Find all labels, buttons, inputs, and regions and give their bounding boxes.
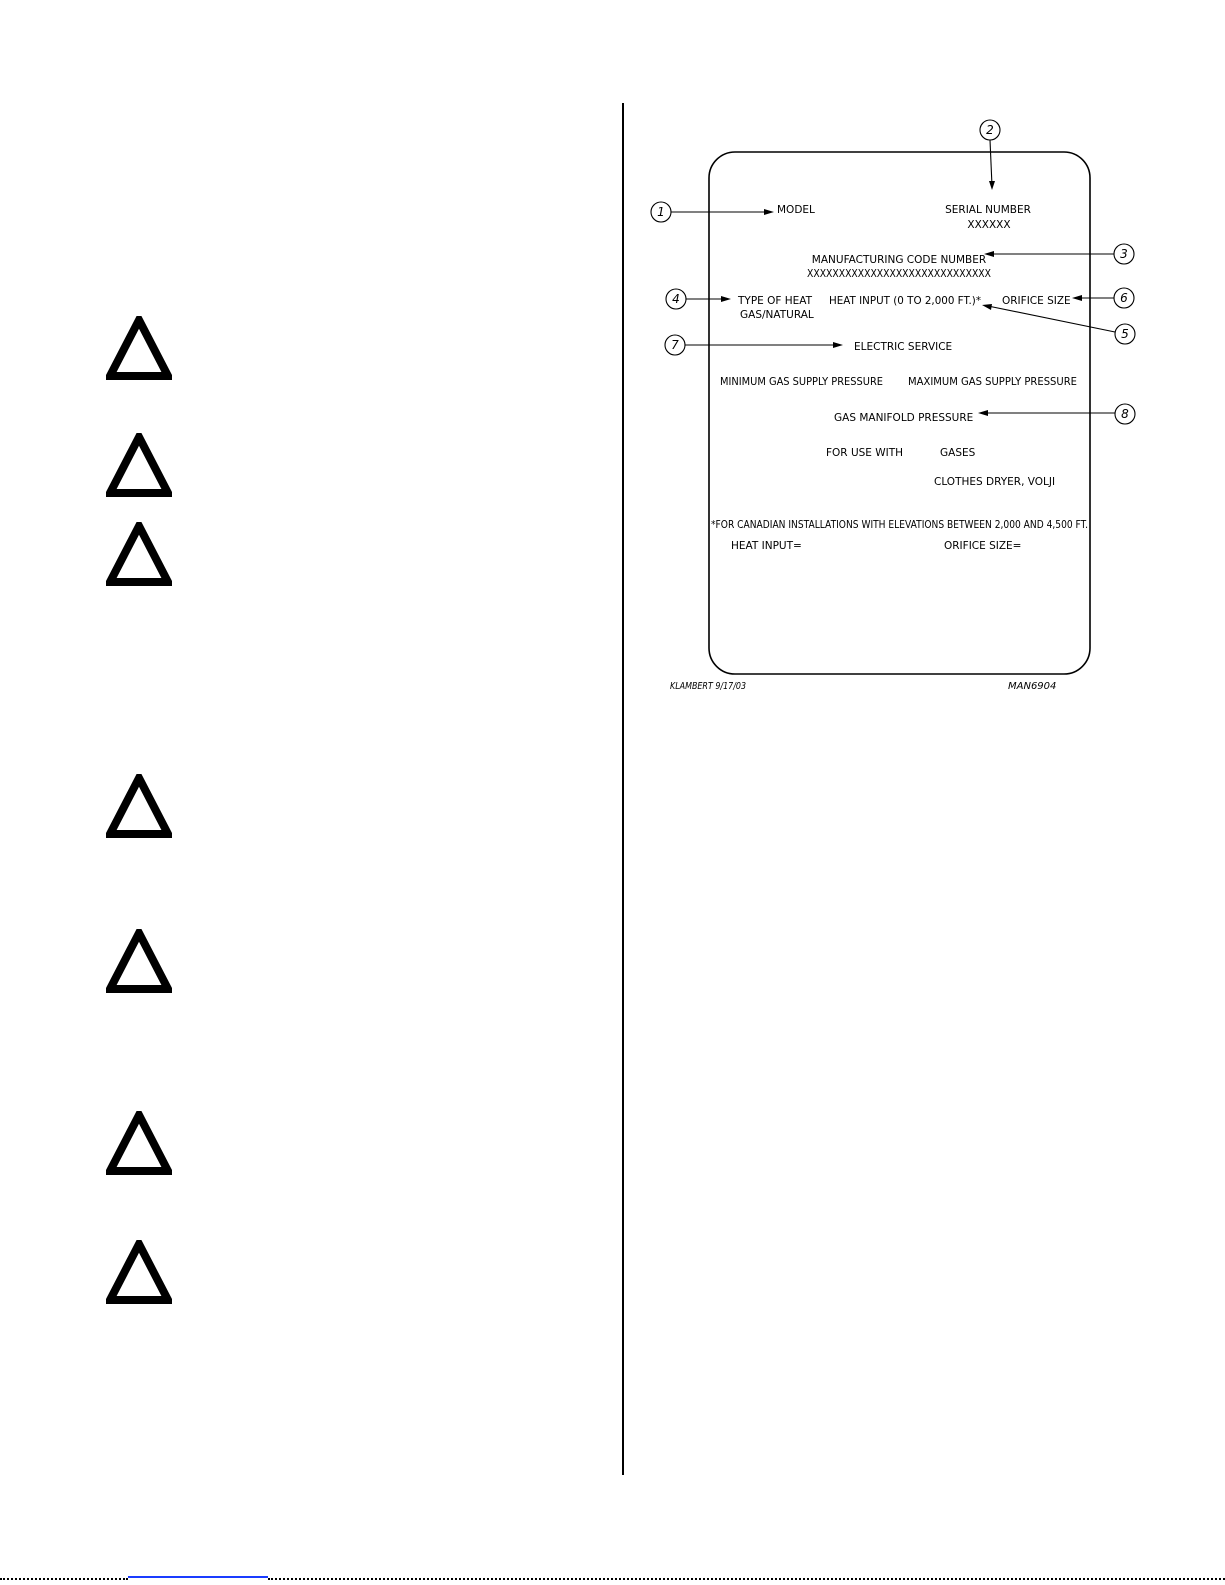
- type-of-heat-label: TYPE OF HEAT: [738, 295, 813, 307]
- canadian-heat-input-label: HEAT INPUT=: [731, 540, 802, 552]
- callout-number: 1: [657, 205, 665, 219]
- callout-number: 5: [1121, 327, 1129, 341]
- callout-number: 4: [672, 292, 680, 306]
- callout-number: 6: [1120, 291, 1128, 305]
- model-label: MODEL: [777, 204, 815, 216]
- gas-natural-value: GAS/NATURAL: [740, 309, 814, 321]
- drawing-number: MAN6904: [1008, 681, 1057, 692]
- arrowhead-6: [1072, 295, 1082, 301]
- gas-manifold-label: GAS MANIFOLD PRESSURE: [834, 412, 974, 424]
- warning-triangle-icon: [106, 316, 172, 380]
- gases-label: GASES: [940, 447, 976, 459]
- canadian-note: *FOR CANADIAN INSTALLATIONS WITH ELEVATIONS BETWEEN 2,000 AND 4,500 FT.: [711, 519, 1088, 531]
- for-use-with-label: FOR USE WITH: [826, 447, 904, 459]
- arrowhead-7: [833, 342, 843, 348]
- bottom-edge-rule: [268, 1578, 1225, 1580]
- electric-service-label: ELECTRIC SERVICE: [854, 341, 953, 353]
- arrowhead-2: [989, 181, 995, 190]
- warning-triangle-icon: [106, 1240, 172, 1304]
- column-divider: [622, 103, 624, 1475]
- callout-number: 2: [986, 123, 994, 137]
- mfg-code-value: XXXXXXXXXXXXXXXXXXXXXXXXXXXXX: [807, 268, 991, 280]
- leader-2: [990, 140, 992, 186]
- orifice-size-label: ORIFICE SIZE: [1002, 295, 1071, 307]
- callout-number: 3: [1120, 247, 1128, 261]
- canadian-orifice-label: ORIFICE SIZE=: [944, 540, 1022, 552]
- warning-triangle-icon: [106, 929, 172, 993]
- max-gas-supply-label: MAXIMUM GAS SUPPLY PRESSURE: [908, 376, 1077, 388]
- serial-number-label: SERIAL NUMBER: [945, 204, 1031, 216]
- mfg-code-label: MANUFACTURING CODE NUMBER: [811, 254, 987, 266]
- callout-number: 7: [671, 338, 679, 352]
- warning-triangle-icon: [106, 1111, 172, 1175]
- nameplate-drawing: [640, 110, 1140, 700]
- callout-number: 8: [1121, 407, 1129, 421]
- bottom-link-underline[interactable]: [128, 1576, 268, 1578]
- warning-triangle-icon: [106, 522, 172, 586]
- warning-triangle-icon: [106, 774, 172, 838]
- leader-5: [988, 306, 1115, 332]
- warning-triangle-icon: [106, 433, 172, 497]
- arrowhead-8: [978, 410, 988, 416]
- bottom-edge-rule: [0, 1578, 128, 1580]
- clothes-dryer-label: CLOTHES DRYER, VOLJI: [934, 476, 1056, 488]
- serial-number-value: XXXXXX: [967, 219, 1011, 231]
- min-gas-supply-label: MINIMUM GAS SUPPLY PRESSURE: [720, 376, 883, 388]
- heat-input-label: HEAT INPUT (0 TO 2,000 FT.)*: [829, 295, 981, 307]
- arrowhead-1: [764, 209, 774, 215]
- drawn-by-label: KLAMBERT 9/17/03: [670, 681, 746, 692]
- arrowhead-5: [982, 304, 992, 310]
- arrowhead-4: [721, 296, 731, 302]
